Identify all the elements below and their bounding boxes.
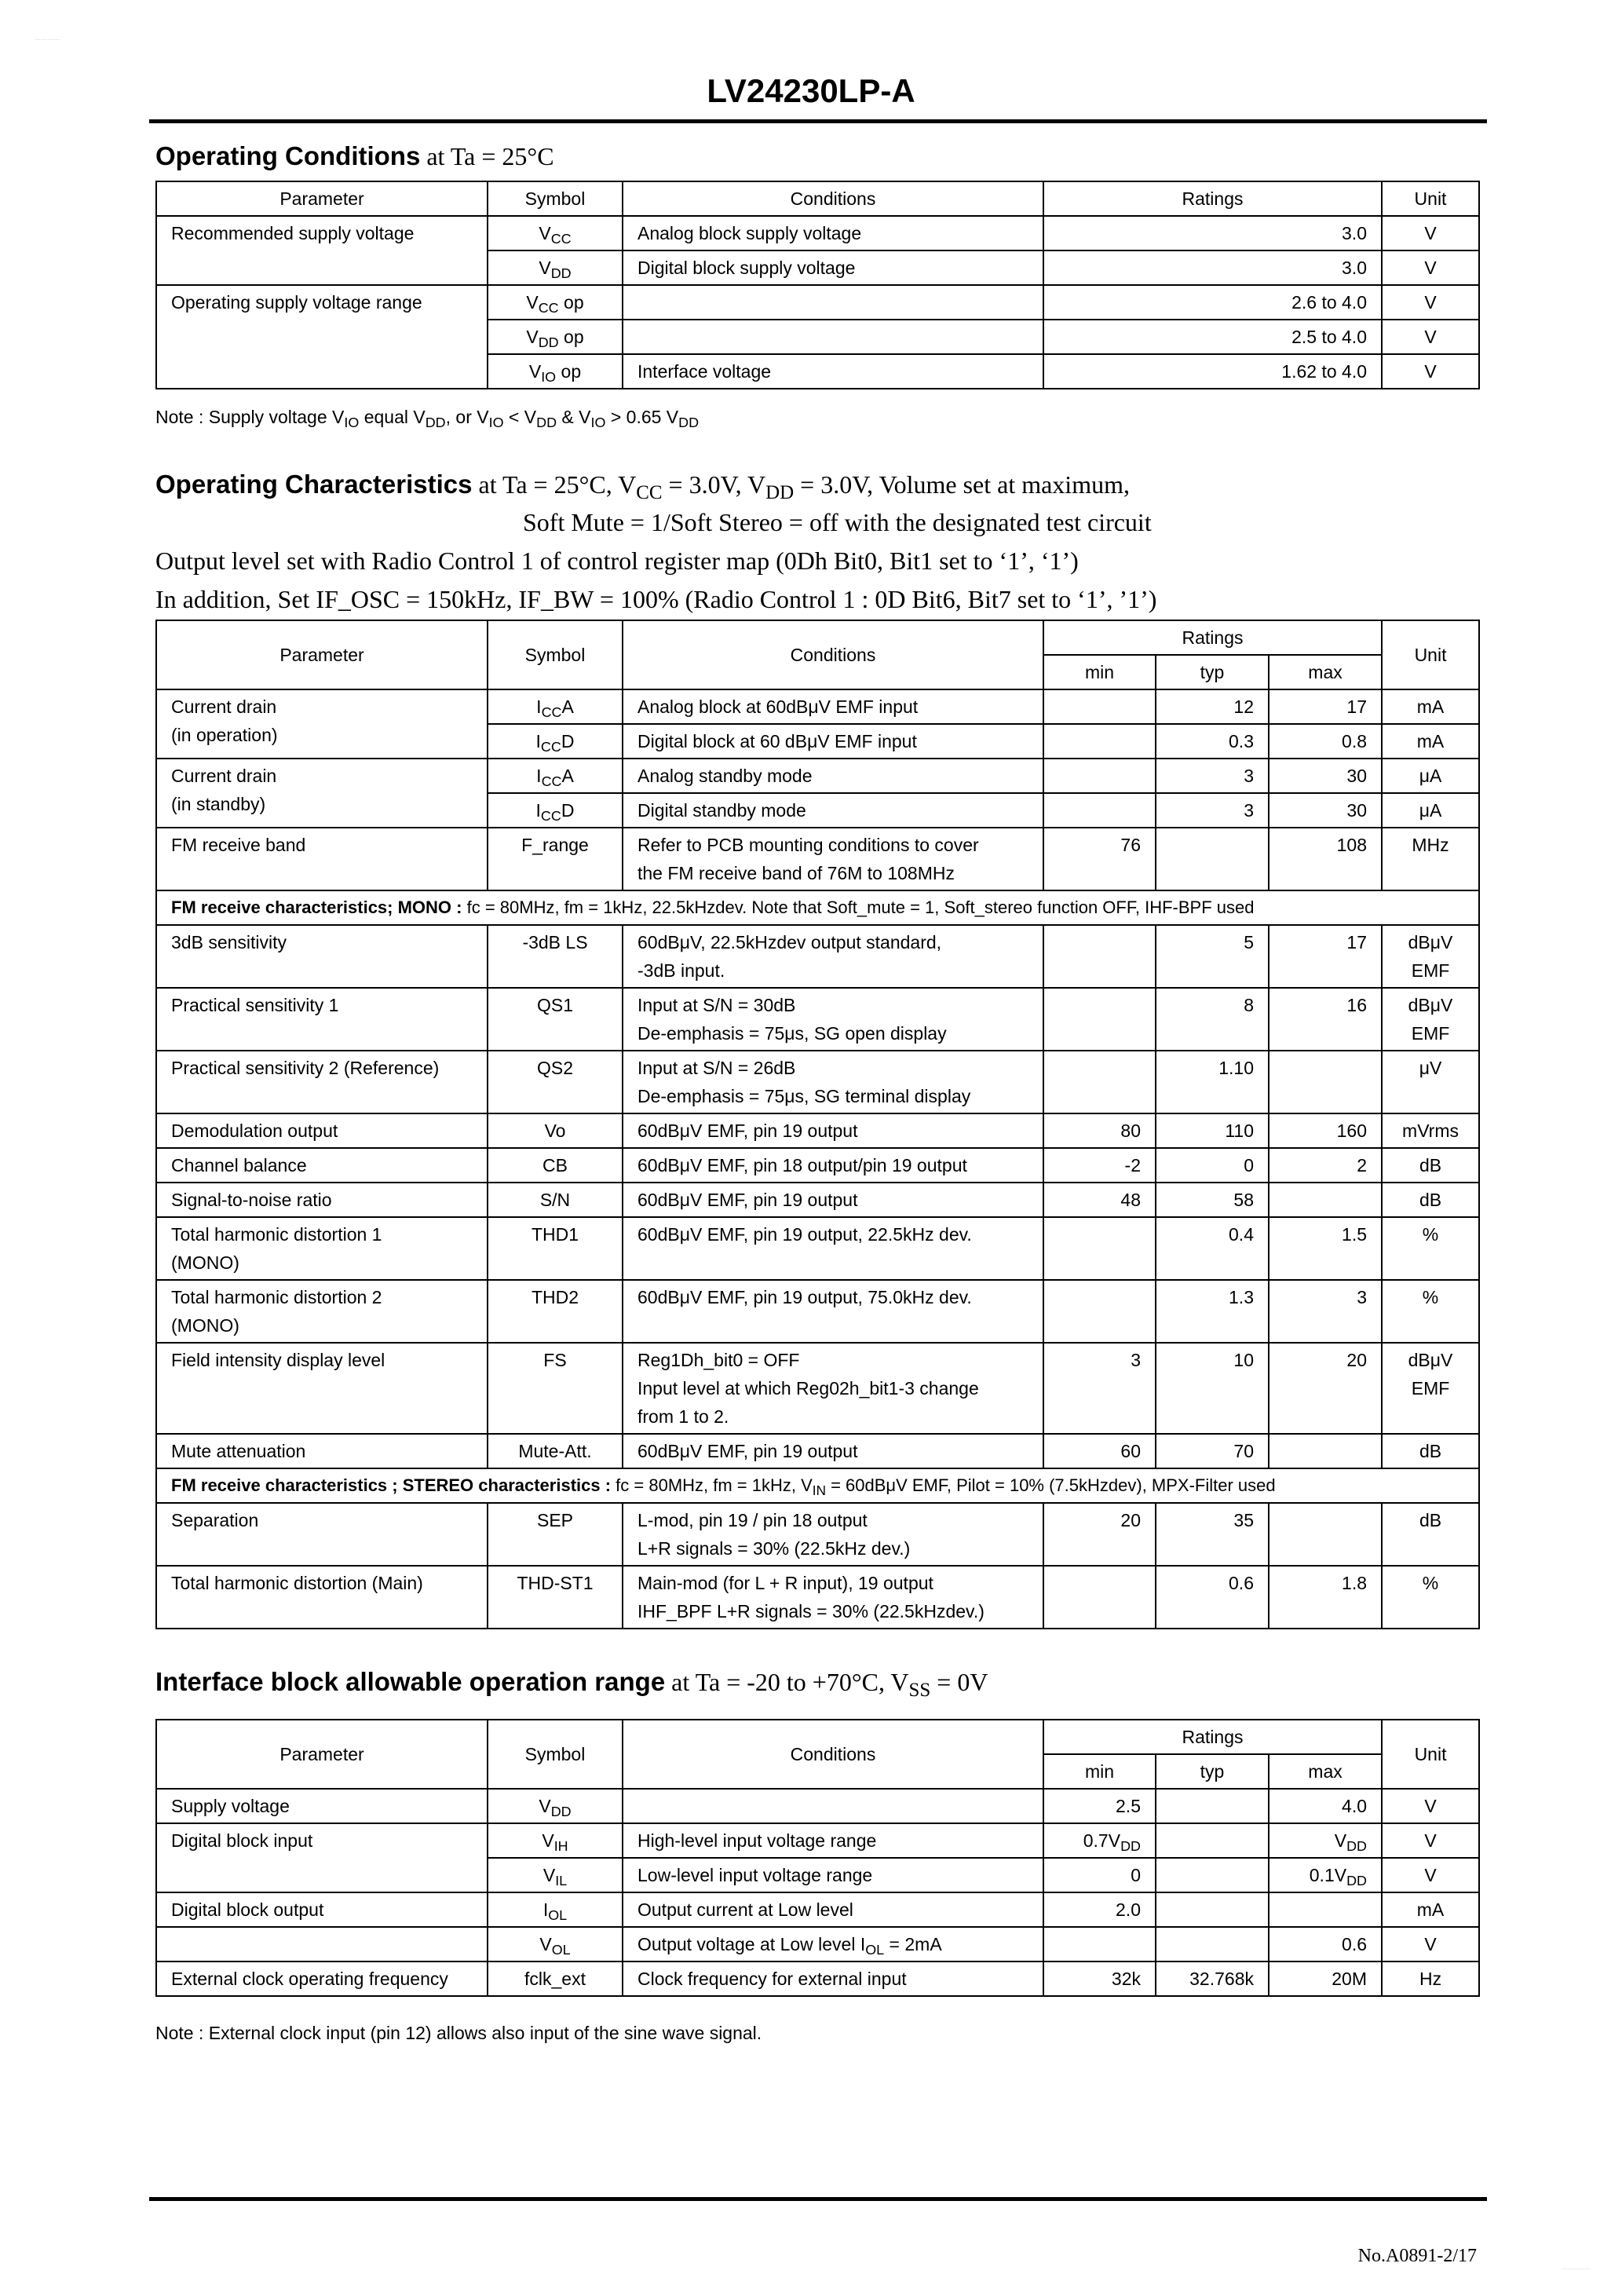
cell-typ: 58 — [1156, 1183, 1269, 1217]
cell-sym: FS — [488, 1343, 623, 1434]
cell-max: 1.8 — [1269, 1566, 1382, 1629]
mono-heading: FM receive characteristics; MONO : fc = 80MHz, fm = 1kHz, 22.5kHzdev. Note that Soft_mute = 1, Soft_stereo function OFF, IHF-BPF used — [156, 890, 1479, 925]
op-char-line4: In addition, Set IF_OSC = 150kHz, IF_BW = 100% (Radio Control 1 : 0D Bit6, Bit7 set to ‘1’, ’1’) — [155, 585, 1157, 613]
scan-mark-top: ············ — [35, 36, 60, 43]
table-row: FM receive band F_range Refer to PCB mounting conditions to cover the FM receive band of 76M to 108MHz 76 108 MHz — [156, 828, 1479, 890]
table-header-row: min typ max — [156, 1754, 1479, 1789]
cell-unit: μV — [1382, 1051, 1479, 1113]
cell-cond: 60dBμV EMF, pin 19 output, 75.0kHz dev. — [623, 1280, 1043, 1343]
cell-typ: 0.4 — [1156, 1217, 1269, 1280]
cell-max: 1.5 — [1269, 1217, 1382, 1280]
table-row — [156, 1566, 1479, 1629]
cell-unit: mVrms — [1382, 1113, 1479, 1148]
cell-sym: S/N — [488, 1183, 623, 1217]
cell-typ: 10 — [1156, 1343, 1269, 1434]
table-row — [156, 1051, 1479, 1113]
interface-table — [155, 1719, 1480, 1997]
cell-min — [1043, 1280, 1156, 1343]
cell-min — [1043, 1566, 1156, 1629]
table-header-row: Parameter Symbol Conditions Ratings Unit — [156, 620, 1479, 655]
cell-min — [1043, 1217, 1156, 1280]
table-row: Operating supply voltage range $V_{CC}$ op 2.6 to 4.0 V — [156, 285, 1479, 320]
bottom-rule — [149, 2197, 1487, 2201]
cell-max: 160 — [1269, 1113, 1382, 1148]
table-row: External clock operating frequency fclk_ext Clock frequency for external input 32k 32.768k 20M Hz — [156, 1961, 1479, 1996]
cell-unit: % — [1382, 1566, 1479, 1629]
table-row: Current drain (in standby) $I_{CC}A$ Analog standby mode 3 30 μA — [156, 759, 1479, 793]
cell-cond: Input at S/N = 30dB De-emphasis = 75μs, SG open display — [623, 988, 1043, 1051]
cell-cond: 60dBμV, 22.5kHzdev output standard, -3dB input. — [623, 925, 1043, 988]
table-row — [156, 1434, 1479, 1468]
table-row: Digital block output $I_{OL}$ Output current at Low level 2.0 mA — [156, 1892, 1479, 1927]
cell-max — [1269, 1183, 1382, 1217]
cell-param: Practical sensitivity 2 (Reference) — [156, 1051, 488, 1113]
cell-unit: dB — [1382, 1503, 1479, 1566]
cell-cond: 60dBμV EMF, pin 19 output — [623, 1434, 1043, 1468]
cell-typ: 0 — [1156, 1148, 1269, 1183]
table-row: Supply voltage $V_{DD}$ 2.5 4.0 V — [156, 1789, 1479, 1823]
scan-mark-bottom: ·············· — [1561, 2265, 1591, 2272]
cell-cond: Reg1Dh_bit0 = OFF Input level at which Reg02h_bit1-3 change from 1 to 2. — [623, 1343, 1043, 1434]
cell-unit: dB — [1382, 1183, 1479, 1217]
cell-cond: 60dBμV EMF, pin 19 output, 22.5kHz dev. — [623, 1217, 1043, 1280]
table-row — [156, 1113, 1479, 1148]
cell-min: 80 — [1043, 1113, 1156, 1148]
cell-min — [1043, 988, 1156, 1051]
cell-unit: dBμV EMF — [1382, 925, 1479, 988]
cell-sym: Vo — [488, 1113, 623, 1148]
stereo-heading: FM receive characteristics ; STEREO characteristics : fc = 80MHz, fm = 1kHz, $V_{IN} = 60dB\mu V$ EMF, Pilot = 10% (7.5kHzdev), MPX-Filter used — [156, 1468, 1479, 1503]
op-char-heading: Operating Characteristics at Ta = 25°C, $V_{CC} = 3.0V$, $V_{DD} = 3.0V$, Volume set at maximum, — [155, 470, 1130, 503]
op-char-line2: Soft Mute = 1/Soft Stereo = off with the designated test circuit — [523, 508, 1152, 536]
cell-min — [1043, 925, 1156, 988]
cell-min: 20 — [1043, 1503, 1156, 1566]
stereo-heading-row — [156, 1468, 1479, 1503]
cell-sym: -3dB LS — [488, 925, 623, 988]
cell-param: Separation — [156, 1503, 488, 1566]
cell-typ: 35 — [1156, 1503, 1269, 1566]
table-row: Current drain (in operation) $I_{CC}A$ Analog block at 60dBμV EMF input 12 17 mA — [156, 689, 1479, 724]
mono-rows — [156, 925, 1479, 1468]
document-number: No.A0891-2/17 — [1357, 2246, 1477, 2266]
table-row — [156, 1343, 1479, 1434]
stereo-rows — [156, 1503, 1479, 1629]
interface-heading: Interface block allowable operation range at Ta = -20 to +70°C, $V_{SS} = 0V$ — [155, 1667, 988, 1701]
cell-cond: 60dBμV EMF, pin 18 output/pin 19 output — [623, 1148, 1043, 1183]
cell-max — [1269, 1503, 1382, 1566]
cell-max: 20 — [1269, 1343, 1382, 1434]
cell-typ: 5 — [1156, 925, 1269, 988]
cell-cond: 60dBμV EMF, pin 19 output — [623, 1183, 1043, 1217]
table-row: Recommended supply voltage $V_{CC}$ Analog block supply voltage 3.0 V — [156, 216, 1479, 250]
cell-cond: 60dBμV EMF, pin 19 output — [623, 1113, 1043, 1148]
cell-min: 48 — [1043, 1183, 1156, 1217]
cell-sym: QS2 — [488, 1051, 623, 1113]
table-row: $I_{CC}D$ Digital standby mode 3 30 μA — [156, 793, 1479, 828]
cell-typ: 110 — [1156, 1113, 1269, 1148]
cell-param: Field intensity display level — [156, 1343, 488, 1434]
cell-sym: SEP — [488, 1503, 623, 1566]
cell-param: 3dB sensitivity — [156, 925, 488, 988]
cell-unit: % — [1382, 1280, 1479, 1343]
cell-min: 3 — [1043, 1343, 1156, 1434]
cell-param: Total harmonic distortion 2 (MONO) — [156, 1280, 488, 1343]
cell-unit: dB — [1382, 1434, 1479, 1468]
table-header-row: min typ max — [156, 655, 1479, 689]
table-row — [156, 1280, 1479, 1343]
cell-max — [1269, 1434, 1382, 1468]
page-title: LV24230LP-A — [707, 72, 915, 109]
cell-unit: % — [1382, 1217, 1479, 1280]
table-row: $V_{DD}$ op 2.5 to 4.0 V — [156, 320, 1479, 354]
cell-cond: L-mod, pin 19 / pin 18 output L+R signals = 30% (22.5kHz dev.) — [623, 1503, 1043, 1566]
table-row: Digital block input $V_{IH}$ High-level input voltage range $0.7V_{DD}$ $V_{DD}$ V — [156, 1823, 1479, 1858]
table-row — [156, 1183, 1479, 1217]
cell-max: 3 — [1269, 1280, 1382, 1343]
cell-unit: dB — [1382, 1148, 1479, 1183]
cell-typ: 8 — [1156, 988, 1269, 1051]
op-conditions-table — [155, 181, 1480, 389]
cell-sym: THD-ST1 — [488, 1566, 623, 1629]
cell-max — [1269, 1051, 1382, 1113]
table-row: $V_{OL}$ Output voltage at Low level $I_{OL} = 2mA$ 0.6 V — [156, 1927, 1479, 1961]
cell-cond: Main-mod (for L + R input), 19 output IHF_BPF L+R signals = 30% (22.5kHzdev.) — [623, 1566, 1043, 1629]
table-row — [156, 925, 1479, 988]
op-conditions-heading: Operating Conditions at Ta = 25°C — [155, 141, 554, 170]
table-row — [156, 1503, 1479, 1566]
op-conditions-note: Note : Supply voltage $V_{IO}$ equal $V_{DD}$, or $V_{IO} < V_{DD}$ & $V_{IO} > 0.65$ $V_{DD}$ — [155, 407, 700, 431]
cell-typ: 70 — [1156, 1434, 1269, 1468]
cell-min: 60 — [1043, 1434, 1156, 1468]
table-header-row: Parameter Symbol Conditions Ratings Unit — [156, 181, 1479, 216]
cell-unit: dBμV EMF — [1382, 988, 1479, 1051]
table-row: $V_{IO}$ op Interface voltage 1.62 to 4.0 V — [156, 354, 1479, 389]
interface-note: Note : External clock input (pin 12) allows also input of the sine wave signal. — [155, 2023, 762, 2043]
cell-typ: 1.10 — [1156, 1051, 1269, 1113]
cell-typ: 1.3 — [1156, 1280, 1269, 1343]
cell-sym: THD2 — [488, 1280, 623, 1343]
cell-sym: THD1 — [488, 1217, 623, 1280]
cell-sym: CB — [488, 1148, 623, 1183]
cell-param: Practical sensitivity 1 — [156, 988, 488, 1051]
top-rule — [149, 119, 1487, 123]
table-row: $I_{CC}D$ Digital block at 60 dBμV EMF input 0.3 0.8 mA — [156, 724, 1479, 759]
cell-unit: dBμV EMF — [1382, 1343, 1479, 1434]
op-char-table — [155, 620, 1480, 1629]
cell-param: Demodulation output — [156, 1113, 488, 1148]
cell-min — [1043, 1051, 1156, 1113]
cell-param: Total harmonic distortion 1 (MONO) — [156, 1217, 488, 1280]
cell-max: 17 — [1269, 925, 1382, 988]
cell-sym: Mute-Att. — [488, 1434, 623, 1468]
cell-param: Total harmonic distortion (Main) — [156, 1566, 488, 1629]
table-row — [156, 1217, 1479, 1280]
cell-cond: Input at S/N = 26dB De-emphasis = 75μs, SG terminal display — [623, 1051, 1043, 1113]
table-row: $V_{IL}$ Low-level input voltage range 0 $0.1V_{DD}$ V — [156, 1858, 1479, 1892]
cell-max: 2 — [1269, 1148, 1382, 1183]
table-header-row: Parameter Symbol Conditions Ratings Unit — [156, 1720, 1479, 1754]
op-char-line3: Output level set with Radio Control 1 of control register map (0Dh Bit0, Bit1 set to ‘1’, ‘1’) — [155, 547, 1079, 575]
cell-max: 16 — [1269, 988, 1382, 1051]
table-row: $V_{DD}$ Digital block supply voltage 3.0 V — [156, 250, 1479, 285]
mono-heading-row — [156, 890, 1479, 925]
cell-min: -2 — [1043, 1148, 1156, 1183]
cell-param: Channel balance — [156, 1148, 488, 1183]
table-row — [156, 1148, 1479, 1183]
cell-typ: 0.6 — [1156, 1566, 1269, 1629]
table-row — [156, 988, 1479, 1051]
cell-sym: QS1 — [488, 988, 623, 1051]
cell-param: Mute attenuation — [156, 1434, 488, 1468]
cell-param: Signal-to-noise ratio — [156, 1183, 488, 1217]
